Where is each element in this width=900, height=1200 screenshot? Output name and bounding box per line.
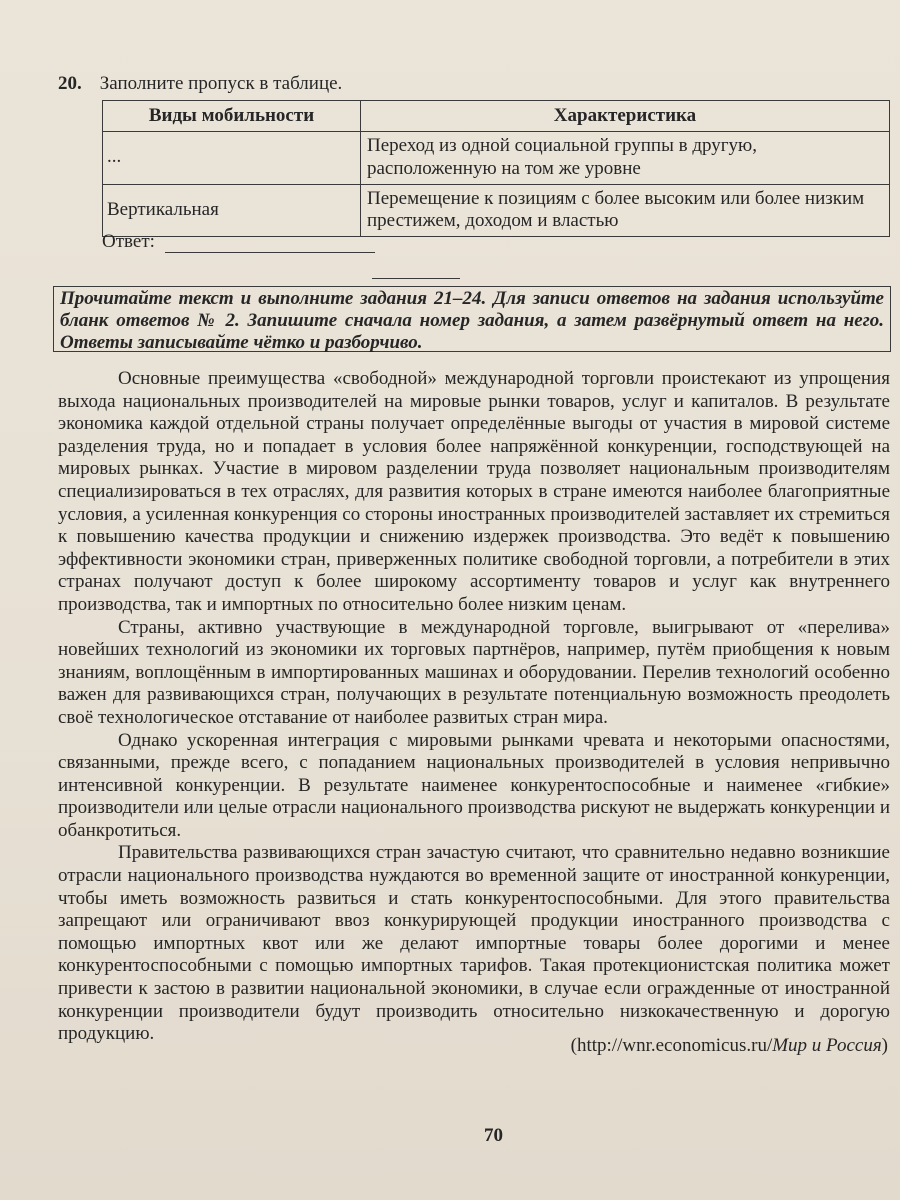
answer-label: Ответ: [102, 231, 155, 252]
divider-line [372, 278, 460, 279]
source-title: Мир и Россия [772, 1035, 882, 1056]
paragraph: Основные преимущества «свободной» международной торговли проистекают из упрощения выхода национальных производителей на мировые рынки товаров, услуг и капиталов. В результате экономика каждой отдельной страны получает определённые выгоды от участия в мировой системе разделения труда, но и попадает в условия более напряжённой конкуренции, господствующей на мировых рынках. Участие в мировом разделении труда позволяет национальным производителям специализироваться в тех отраслях, для развития которых в стране имеются наиболее благоприятные условия, а усиленная конкуренция со стороны иностранных производителей заставляет их стремиться к повышению качества продукции и снижению издержек производства. Это ведёт к повышению эффективности экономики стран, приверженных политике свободной торговли, а потребители в этих странах получают доступ к более широкому ассортименту товаров и услуг как внутреннего производства, так и импортных по относительно более низким ценам. [58, 368, 890, 615]
answer-line[interactable] [165, 236, 375, 253]
paragraph: Правительства развивающихся стран зачастую считают, что сравнительно недавно возникшие отрасли национального производства нуждаются во временной защите от иностранной конкуренции, чтобы иметь возможность развиться и стать конкурентоспособными. Для этого правительства запрещают или ограничивают ввоз конкурирующей продукции иностранного производства с помощью импортных квот или же делают импортные товары более дорогими и менее конкурентоспособными с помощью импортных тарифов. Такая протекционистская политика может привести к застою в развитии национальной экономики, в случае если огражденные от иностранной конкуренции производители будут производить относительно низкокачественную и дорогую продукцию. [58, 842, 890, 1045]
table-row [103, 184, 890, 237]
answer-row [102, 231, 375, 253]
table-cell: Переход из одной социальной группы в другую, расположенную на том же уровне [361, 132, 890, 185]
table-cell: Перемещение к позициям с более высоким или более низким престижем, доходом и властью [361, 184, 890, 237]
paragraph: Однако ускоренная интеграция с мировыми рынками чревата и некоторыми опасностями, связанными, прежде всего, с попаданием национальных производителей в условия непривычно интенсивной конкуренции. В результате наименее конкурентоспособные и наименее «гибкие» производители или целые отрасли национального производства рискуют не выдержать конкуренции и обанкротиться. [58, 729, 890, 841]
question-number: 20. [58, 73, 82, 94]
instruction-box: Прочитайте текст и выполните задания 21–24. Для записи ответов на задания используйте бланк ответов № 2. Запишите сначала номер задания, а затем развёрнутый ответ на него. Ответы записывайте чётко и разборчиво. [53, 286, 891, 352]
table-cell-gap: ... [103, 132, 361, 185]
source-url: (http://wnr.economicus.ru/ [570, 1035, 773, 1056]
table-row [103, 132, 890, 185]
mobility-table [102, 100, 890, 237]
reading-text [58, 368, 890, 1046]
table-header-cell: Виды мобильности [103, 101, 361, 132]
source-citation [571, 1035, 888, 1057]
paragraph: Страны, активно участвующие в международной торговле, выигрывают от «перелива» новейших технологий из экономики их торговых партнёров, например, путём приобщения к новым знаниям, воплощённым в импортированных машинах и оборудовании. Перелив технологий особенно важен для развивающихся стран, получающих в результате потенциальную возможность преодолеть своё технологическое отставание от наиболее развитых стран мира. [58, 616, 890, 728]
question-header [58, 73, 342, 95]
table-header-cell: Характеристика [361, 101, 890, 132]
page-number: 70 [484, 1125, 503, 1146]
source-suffix: ) [881, 1035, 888, 1056]
table-cell: Вертикальная [103, 184, 361, 237]
question-prompt: Заполните пропуск в таблице. [99, 73, 343, 94]
table-header-row [103, 101, 890, 132]
